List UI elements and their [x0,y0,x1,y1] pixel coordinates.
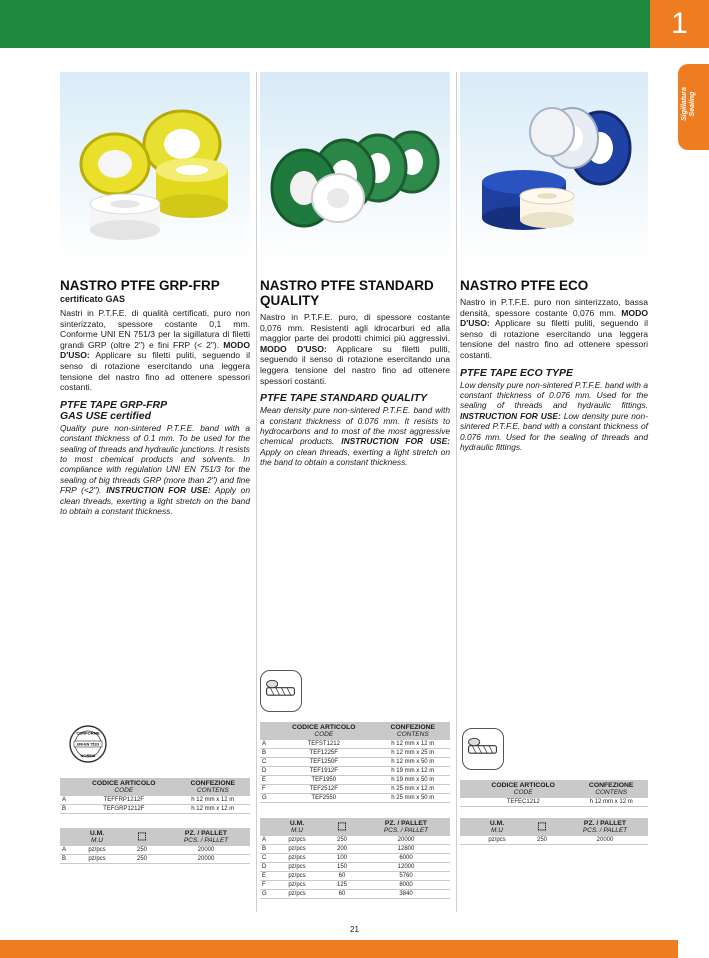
table-row: D pz/pcs 150 12000 [260,863,450,872]
page-number: 21 [350,925,359,934]
english-title: PTFE TAPE STANDARD QUALITY [260,392,428,405]
table-row: TEFEC1212 h 12 mm x 12 m [460,798,648,807]
product-description [460,278,648,452]
column-divider [256,72,257,912]
english-description: Quality pure non-sintered P.T.F.E. band with a constant thickness of 0.1 mm. To be used for the sealing of threads and hydraulic junctions. It resists to most chemical products and solvents. In compliance with regulation UNI EN 751/3 for the sealing of big threads GRP (more than 2") and fine FRP (<2"). INSTRUCTION FOR USE: Apply on clean threads, exerting a light stretch on the band to obtain a constant thickness. [60,422,250,516]
table-row: A TEFFRP1212F h 12 mm x 12 m [60,796,250,805]
svg-text:NORMA: NORMA [80,753,96,758]
product-title: NASTRO PTFE GRP-FRP [60,278,220,293]
box-icon: ⬚ [337,821,347,832]
codes-table: CODICE ARTICOLO CODE CONFEZIONE CONTENS A TEFFRP1212F h 12 mm x 12 m B TEFGRP1212F h 12 mm x 12 m [60,778,250,814]
footer-bar [0,940,678,958]
english-description: Mean density pure non-sintered P.T.F.E. band with a constant thickness of 0.076 mm. It resists to hydrocarbons and to most of the most aggressive chemical products. INSTRUCTION FOR USE: Apply on clean threads, exerting a light stretch on the band to obtain a constant thickness. [260,405,450,468]
english-title: PTFE TAPE GRP-FRP GAS USE certified [60,398,168,422]
pallet-table: U.M. M.U ⬚ PZ. / PALLET PCS. / PALLET A pz/pcs 250 20000 B pz/pcs 200 12800 C pz/pcs 100 6000 D pz/pcs 150 12000 E pz/pcs 60 5760 F pz/pcs 125 8000 G pz/pcs 60 3840 [260,818,450,899]
header-bar [0,0,650,48]
table-row: E pz/pcs 60 5760 [260,872,450,881]
svg-text:CONFORME: CONFORME [76,730,100,736]
product-subtitle: certificato GAS [60,294,126,304]
italian-description: Nastri in P.T.F.E. di qualità certificati, puro non sinterizzato, spessore costante 0,1 mm. Conforme UNI EN 751/3 per la sigillatura di filetti grandi GRP (oltre 2") e fini FRP (< 2"). MODO D'USO: Applicare su filetti puliti, seguendo il senso di rotazione esercitando una leggera tensione del nastro fino ad ottenere spessori costanti. [60,308,250,393]
product-description [60,278,250,516]
pallet-table: U.M. M.U ⬚ PZ. / PALLET PCS. / PALLET pz/pcs 250 20000 [460,818,648,845]
table-row: F TEF2512F h 25 mm x 12 m [260,785,450,794]
product-photo-green-tape [260,72,450,262]
table-row: D TEF1912F h 19 mm x 12 m [260,767,450,776]
product-title: NASTRO PTFE STANDARD QUALITY [260,278,434,308]
table-row: C TEF1250F h 12 mm x 50 m [260,758,450,767]
chapter-number: 1 [650,0,709,48]
product-title: NASTRO PTFE ECO [460,278,589,293]
table-row: C pz/pcs 100 6000 [260,854,450,863]
italian-description: Nastro in P.T.F.E. puro non sinterizzato, bassa densità, spessore costante 0,076 mm. MODO D'USO: Applicare su filetti puliti, seguendo il senso di rotazione esercitando una leggera tensione del nastro fino ad ottenere spessori costanti. [460,297,648,360]
pallet-table: U.M. M.U ⬚ PZ. / PALLET PCS. / PALLET A pz/pcs 250 20000 B pz/pcs 250 20000 [60,828,250,864]
table-row: A pz/pcs 250 20000 [260,836,450,845]
box-icon: ⬚ [137,831,147,842]
codes-table: CODICE ARTICOLO CODE CONFEZIONE CONTENS TEFEC1212 h 12 mm x 12 m [460,780,648,807]
english-title: PTFE TAPE ECO TYPE [460,366,573,379]
italian-description: Nastro in P.T.F.E. puro, di spessore costante 0,076 mm. Resistenti agli idrocarburi ed alla maggior parte dei prodotti chimici più aggressivi. MODO D'USO: Applicare su filetti puliti, seguendo il senso di rotazione esercitando una leggera tensione del nastro fino ad ottenere spessori costanti. [260,312,450,386]
product-photo-yellow-tape [60,72,250,262]
box-icon: ⬚ [537,821,547,832]
table-row: pz/pcs 250 20000 [460,836,648,845]
fitting-tape-icon [462,728,504,770]
table-row: A TEFST1212 h 12 mm x 12 m [260,740,450,749]
table-row: A pz/pcs 250 20000 [60,846,250,855]
table-row: G pz/pcs 60 3840 [260,890,450,899]
product-description [260,278,450,468]
english-description: Low density pure non-sintered P.T.F.E. band with a constant thickness of 0.076 mm. Used for the sealing of threads and hydraulic fittings. INSTRUCTION FOR USE: Low density pure non-sintered P.T.F.E. band with a constant thickness of 0.076 mm. Used for the sealing of threads and hydraulic fittings. [460,379,648,452]
table-row: G TEF2550 h 25 mm x 50 m [260,794,450,803]
fitting-tape-icon [260,670,302,712]
product-photo-blue-tape [460,72,648,262]
column-divider [456,72,457,912]
table-row: E TEF1950 h 19 mm x 50 m [260,776,450,785]
section-tab[interactable] [678,64,709,150]
table-row: B TEFGRP1212F h 12 mm x 12 m [60,805,250,814]
section-tab-label: Sigillatura Sealing [681,87,696,121]
certification-badge [68,724,108,764]
table-row: B TEF1225F h 12 mm x 25 m [260,749,450,758]
table-row: F pz/pcs 125 8000 [260,881,450,890]
codes-table: CODICE ARTICOLO CODE CONFEZIONE CONTENS A TEFST1212 h 12 mm x 12 m B TEF1225F h 12 mm x 25 m C TEF1250F h 12 mm x 50 m D TEF1912F h 19 mm x 12 m E TEF1950 h 19 mm x 50 m F TEF2512F h 25 mm x 12 m G TEF2550 h 25 mm x 50 m [260,722,450,803]
table-row: B pz/pcs 250 20000 [60,855,250,864]
table-row: B pz/pcs 200 12800 [260,845,450,854]
svg-text:UNI-EN 751/3: UNI-EN 751/3 [76,742,100,747]
